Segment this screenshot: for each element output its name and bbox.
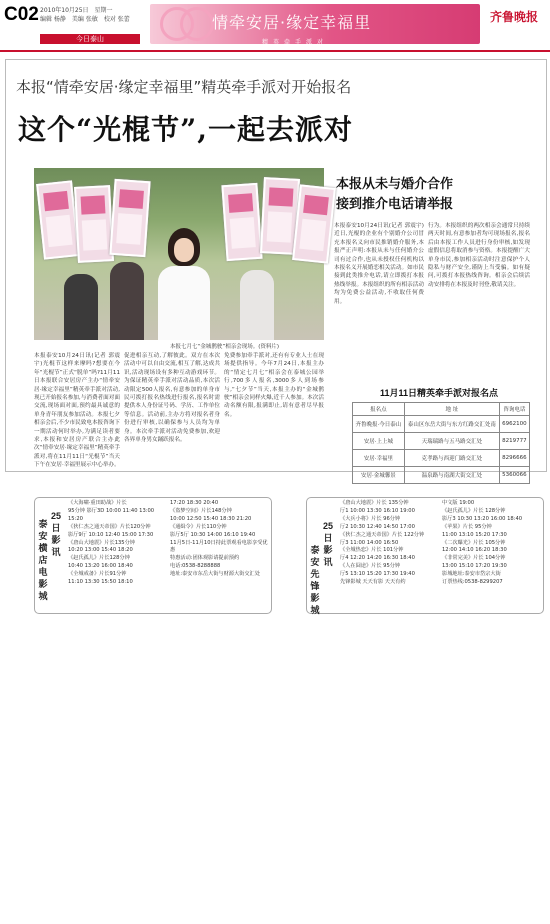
photo-caption: 本报七月七“金城鹊驶”相亲会现场。(资料片) (170, 344, 279, 350)
sidebar-column: 行为。本报组织的两次相亲会通常只持续两天时间,有意参加者均可现场报名,报名后由本报工作人员进行身份审核,如发现虚假信息将取消参与资格。本报提醒广大单身市民,参加相亲活动时注意保护个人隐私与财产安全,谨防上当受骗。如有疑问,可拨打本报热线咨询。相亲会后续活动安排将在本报及时刊登,敬请关注。 (428, 223, 530, 288)
banner-title: 情牵安居·缘定幸福里 (212, 13, 372, 32)
issue-meta (40, 6, 136, 24)
table-row (353, 416, 530, 433)
table-cell: 齐鲁晚报·今日泰山 (353, 416, 405, 433)
newspaper-logo: 齐鲁晚报 (490, 10, 539, 24)
table-header-cell: 地 址 (404, 403, 499, 416)
sidebar-headline-text: 本报从未与婚介合作 接到推介电话请举报 (336, 176, 454, 211)
cinema-name: 泰安横店电影城 (38, 519, 48, 601)
table-header-row (353, 403, 530, 416)
article-headline: 这个“光棍节”,一起去派对 (18, 113, 353, 146)
table-row (353, 433, 530, 450)
issue-weekday: 星期一 (94, 7, 113, 14)
registration-table (352, 402, 530, 484)
cinema-name: 泰安先锋影城 (310, 545, 320, 615)
poster-image (221, 183, 262, 261)
table-cell: 安居·幸福里 (353, 450, 405, 467)
cinema-schedule: 中文版 19:00 《赵氏孤儿》片长 128分钟 影厅3 10:30 13:20 16:00 18:40 《苹果》片长 95分钟 11:00 13:10 15:20 17:30 《二次曝光》片长 105分钟 12:00 14:10 16:20 18:30 《非常完美》片长 104分钟 13:00 15:10 17:20 19:30 影城地址:泰安市岱宗大街 订票热线:0538-8299207 (442, 500, 523, 586)
cinema-date-label: 25日影讯 (322, 521, 333, 567)
table-cell: 克孝路与西迎门路交汇处 (404, 450, 499, 467)
proof-credit: 校对 张蕾 (103, 16, 130, 23)
article-column: 促进相亲互动,了解彼此。双方在本次活动中可以自由交流,相互了解,达成共识,活动现场设有多种互动游戏环节。为保证精英牵手派对活动品质,本次活动限定500人报名,有意参加的单身市民可拨打报名热线进行报名,报名时需提供本人身份证号码、学历、工作单位等信息。活动前,主办方将对报名者身份进行审核,以确保参与人员均为单身。本次牵手派对活动免费参加,欢迎各界单身男女踊跃报名。 (124, 353, 220, 444)
table-cell: 温泉路与南湖大街交汇处 (404, 467, 499, 484)
banner-subtitle: 精英牵手派对 (262, 39, 329, 46)
cinema-schedule: 《大海啸·重田助战》片长 95分钟 影厅3D 10:00 11:40 13:00 15:20 《狄仁杰之通天帝国》片长120分钟 影厅9厅 10:10 12:40 15:00 17:30 《唐山大地震》片长135分钟 10:20 13:00 15:40 18:20 《赵氏孤儿》片长128分钟 10:40 13:20 16:00 18:40 《全城戒备》片长91分钟 11:10 13:30 15:50 18:10 (68, 500, 155, 586)
event-photo (34, 168, 324, 340)
table-row (353, 467, 530, 484)
article-kicker: 本报“情牵安居·缘定幸福里”精英牵手派对开始报名 (16, 78, 352, 96)
table-cell: 天瑞瑞路与五马路交汇处 (404, 433, 499, 450)
article-column: 本报泰安10月24日讯(记者 郭震宇)光棍节这样来摩吗?想要在今年“光棍节”正式“脱单”吗?11月11日本报联合安居房产主办“情牵安居·缘定幸福里”精英牵手派对活动,现已开始报名参加,与消费者面对面交流,现场面对面,预约最具诚意的单身青年朋友参加活动。本报七夕相亲会后,不少市民致电本报咨询下一期活动何时举办,为满足读者要求,本报和安居房产联合主办此次“情牵安居·缘定幸福里”精英牵手派对,将在11月11日“光棍节”当天下午在安居·幸福里展示中心举办。 (34, 353, 120, 469)
table-cell: 5360066 (499, 467, 529, 484)
poster-image (36, 180, 80, 259)
table-cell: 安居·金城馨景 (353, 467, 405, 484)
table-cell: 8219777 (499, 433, 529, 450)
person-figure (64, 274, 98, 340)
table-row (353, 450, 530, 467)
header-rule (0, 50, 550, 52)
cinema-schedule: 17:20 18:30 20:40 《盗梦空间》片长148分钟 10:00 12:50 15:40 18:30 21:20 《通缉令》片长110分钟 影厅5厅 10:30 14:00 16:10 19:40 11月5日-11月10日持此票观看电影享受优惠 特惠活动:团体观影请提前预约 电话:0538-8288888 地址:泰安市东岳大街与财源大街交汇处 (170, 500, 268, 578)
heart-ring-icon (180, 7, 214, 41)
article-column: 免费参加牵手派对,还有有专业人士在现场提供指导。今年7月24日,本报主办的“情定七月七”相亲会在泰城公园举行,700多人报名,3000多人到场参与,“七夕节”当天,本报主办的“金城鹊驶”相亲会同样火爆,近千人参加。本次活动名额有限,报满即止,请有意者尽早报名。 (224, 353, 324, 418)
person-figure (110, 262, 144, 340)
table-cell: 8296666 (499, 450, 529, 467)
table-cell: 安居·上上城 (353, 433, 405, 450)
poster-image (74, 185, 114, 263)
table-cell: 泰山区东岳大街与东方红路交汇处南 (404, 416, 499, 433)
table-header-cell: 咨询电话 (499, 403, 529, 416)
issue-date: 2010年10月25日 (40, 7, 89, 14)
sidebar-headline (336, 174, 453, 214)
registration-table-title: 11月11日精英牵手派对报名点 (380, 388, 499, 398)
sidebar-column: 本报泰安10月24日讯(记者 郭震宇)近日,光棍的企业有个别婚介公司冒充本报名义向市民推销婚介服务,本报严正声明:本报从未与任何婚介公司有过合作,也从未授权任何机构以本报名义开展婚恋相关活动。如市民接到此类推介电话,请立即拨打本报热线举报。本报组织的所有相亲活动均为免费公益活动,不收取任何费用。 (334, 223, 424, 305)
table-header-cell: 报名点 (353, 403, 405, 416)
table-cell: 6962100 (499, 416, 529, 433)
person-figure (240, 270, 274, 340)
cinema-schedule: 《唐山大地震》片长 135分钟 厅1 10:00 13:30 16:10 19:00 《大兵小将》片长 96分钟 厅2 10:30 12:40 14:50 17:00 《狄仁杰之通天帝国》片长 122分钟 厅3 11:00 14:00 16:50 《全城热恋》片长 101分钟 厅4 12:20 14:20 16:30 18:40 《人在囧途》片长 95分钟 厅5 13:10 15:20 17:30 19:40 先锋影城 天天有影 天天有约 (340, 500, 425, 586)
poster-image (109, 179, 150, 257)
woman-figure (154, 228, 214, 340)
page-number: C02 (4, 4, 39, 25)
design-credit: 美编 张敏 (71, 16, 98, 23)
editor-credit: 编辑 杨静 (40, 16, 66, 23)
cinema-date-label: 25日影讯 (50, 511, 61, 557)
section-tab: 今日泰山 (40, 34, 140, 44)
